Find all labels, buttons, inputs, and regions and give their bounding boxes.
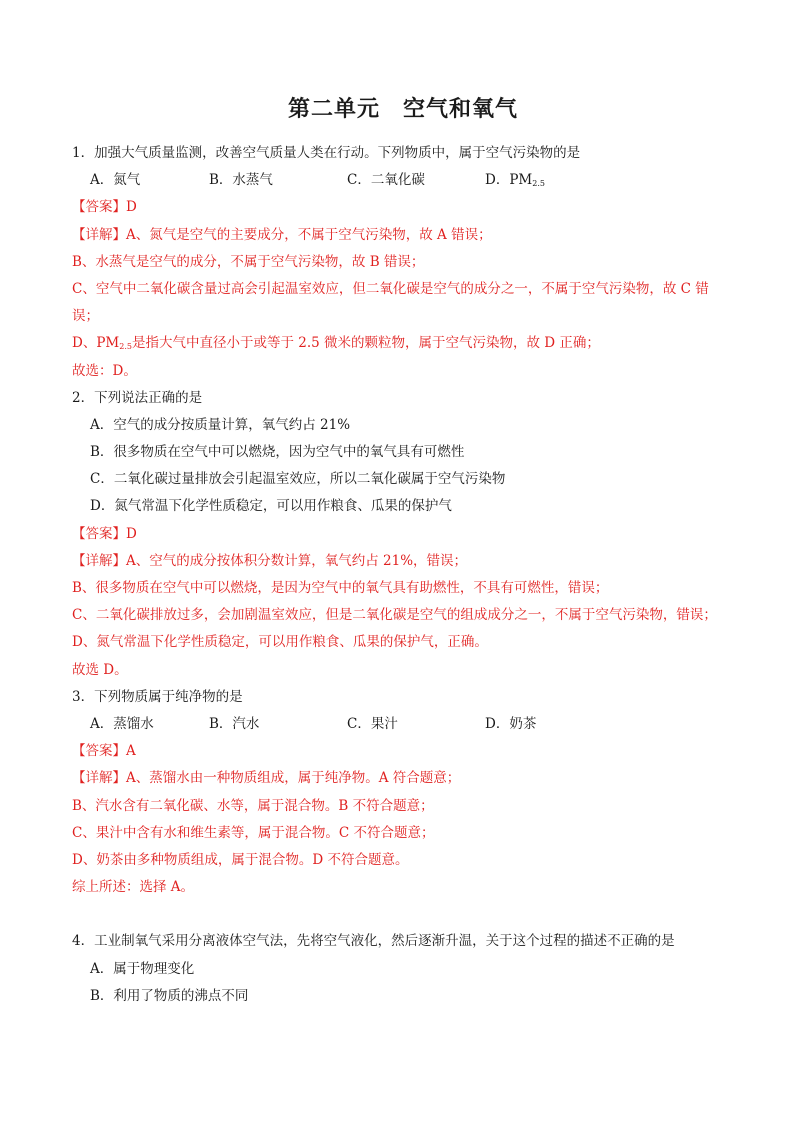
question-3-detail-d: D、奶茶由多种物质组成，属于混合物。D 不符合题意。 (72, 851, 409, 868)
question-1-detail-b: B、水蒸气是空气的成分，不属于空气污染物，故 B 错误； (72, 253, 425, 270)
question-3-detail-a: 【详解】A、蒸馏水由一种物质组成，属于纯净物。A 符合题意； (72, 770, 461, 787)
option-b: B．水蒸气 (209, 172, 273, 189)
option-d: D．$PM_{2.5}$ (485, 172, 545, 189)
question-2-option-a: A．空气的成分按质量计算，氧气约占 21% (90, 416, 351, 433)
question-3-detail-c: C、果汁中含有水和维生素等，属于混合物。C 不符合题意； (72, 824, 435, 841)
question-2-option-d: D．氮气常温下化学性质稳定，可以用作粮食、瓜果的保护气 (90, 498, 452, 515)
question-2-option-b: B．很多物质在空气中可以燃烧，因为空气中的氧气具有可燃性 (90, 444, 465, 461)
question-3-conclusion: 综上所述：选择 A。 (72, 879, 195, 896)
question-1-detail-d: D、$PM_{2.5}$是指大气中直径小于或等于 2.5 微米的颗粒物，属于空气污染物，故 D 正确； (72, 335, 600, 352)
question-1-conclusion: 故选：D。 (72, 362, 137, 379)
question-3-options (72, 711, 734, 738)
question-3-stem: 3．下列物质属于纯净物的是 (72, 688, 243, 705)
question-4-option-a: A．属于物理变化 (90, 960, 195, 977)
spacer (72, 901, 734, 928)
question-2-conclusion: 故选 D。 (72, 661, 128, 678)
question-2-stem: 2．下列说法正确的是 (72, 389, 203, 406)
question-1-detail-a: 【详解】A、氮气是空气的主要成分，不属于空气污染物，故 A 错误； (72, 226, 492, 243)
question-1-answer: 【答案】D (72, 199, 137, 216)
question-1-detail-c: C、空气中二氧化碳含量过高会引起温室效应，但二氧化碳是空气的成分之一，不属于空气污染物，故 C 错误； (72, 280, 709, 325)
page-title: 第二单元 空气和氧气 (287, 97, 518, 122)
question-3-answer: 【答案】A (72, 743, 136, 760)
question-2-option-c: C．二氧化碳过量排放会引起温室效应，所以二氧化碳属于空气污染物 (90, 471, 506, 488)
option-a: A．蒸馏水 (90, 715, 154, 732)
option-c: C．二氧化碳 (347, 172, 425, 189)
option-c: C．果汁 (347, 715, 398, 732)
question-3-detail-b: B、汽水含有二氧化碳、水等，属于混合物。B 不符合题意； (72, 797, 434, 814)
question-4-stem: 4．工业制氧气采用分离液体空气法，先将空气液化，然后逐渐升温，关于这个过程的描述不正确的是 (72, 933, 675, 950)
question-2-detail-d: D、氮气常温下化学性质稳定，可以用作粮食、瓜果的保护气，正确。 (72, 634, 488, 651)
question-1-stem: 1．加强大气质量监测，改善空气质量人类在行动。下列物质中，属于空气污染物的是 (72, 145, 581, 161)
question-2-answer: 【答案】D (72, 525, 137, 542)
question-1-options (72, 167, 734, 194)
question-2-detail-b: B、很多物质在空气中可以燃烧，是因为空气中的氧气具有助燃性，不具有可燃性，错误； (72, 580, 609, 597)
question-4-option-b: B．利用了物质的沸点不同 (90, 987, 249, 1004)
option-b: B．汽水 (209, 715, 260, 732)
option-a: A．氮气 (90, 172, 141, 189)
question-2-detail-c: C、二氧化碳排放过多，会加剧温室效应，但是二氧化碳是空气的组成成分之一，不属于空气污染物，错误； (72, 607, 717, 624)
option-d: D．奶茶 (485, 715, 537, 732)
question-2-detail-a: 【详解】A、空气的成分按体积分数计算，氧气约占 21%，错误； (72, 552, 468, 569)
